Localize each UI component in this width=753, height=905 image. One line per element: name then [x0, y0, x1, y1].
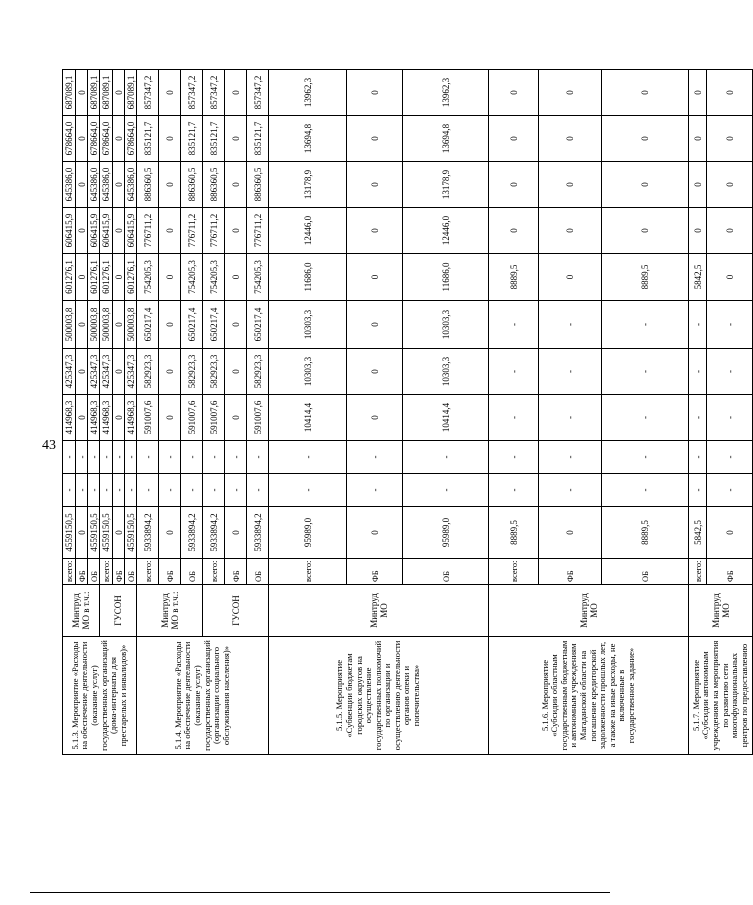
amount-cell: - — [403, 441, 489, 474]
amount-cell: 11686,0 — [269, 254, 347, 301]
amount-cell: 425347,3 — [100, 349, 113, 395]
amount-cell: 0 — [539, 162, 602, 208]
table-row — [63, 25, 76, 755]
funding-source: ФБ — [347, 559, 403, 585]
amount-cell: 8889,5 — [489, 254, 539, 301]
amount-cell: 95989,0 — [403, 507, 489, 559]
amount-cell: - — [137, 474, 159, 507]
funding-source: всего: — [63, 559, 76, 585]
amount-cell: 582923,3 — [203, 349, 225, 395]
funding-source: ОБ — [247, 559, 269, 585]
funding-source: всего: — [689, 559, 707, 585]
responsible-executor: ГУСОН — [203, 585, 269, 637]
amount-cell: 0 — [225, 301, 247, 349]
amount-cell: 0 — [76, 507, 88, 559]
amount-cell: 678664,0 — [88, 116, 100, 162]
page-number: 43 — [42, 438, 56, 453]
measure-name: 5.1.3. Мероприятие «Расходы на обеспечение деятельности (оказание услуг) государственных организаций (дома-интернаты для престарелых и инвалидов)» — [63, 637, 137, 755]
amount-cell: - — [203, 474, 225, 507]
amount-cell: 13178,9 — [269, 162, 347, 208]
amount-cell: 10303,3 — [269, 301, 347, 349]
amount-cell: - — [689, 474, 707, 507]
amount-cell: 0 — [602, 208, 689, 254]
funding-source: всего: — [489, 559, 539, 585]
amount-cell: 606415,9 — [100, 208, 113, 254]
amount-cell: - — [76, 441, 88, 474]
measure-name: 5.1.4. Мероприятие «Расходы на обеспечение деятельности (оказание услуг) государственных организаций (организации социального обслуживания населения)» — [137, 637, 269, 755]
amount-cell: - — [489, 474, 539, 507]
amount-cell: 687089,1 — [88, 70, 100, 116]
amount-cell: 650217,4 — [203, 301, 225, 349]
funding-source: ФБ — [113, 559, 125, 585]
amount-cell: - — [125, 441, 137, 474]
amount-cell: - — [602, 395, 689, 441]
amount-cell: 835121,7 — [203, 116, 225, 162]
amount-cell: 0 — [707, 162, 753, 208]
amount-cell: 857347,2 — [203, 70, 225, 116]
amount-cell: 0 — [489, 208, 539, 254]
bottom-rule — [30, 892, 610, 893]
amount-cell: - — [689, 301, 707, 349]
amount-cell: 0 — [225, 507, 247, 559]
amount-cell: - — [539, 395, 602, 441]
amount-cell: 414968,3 — [63, 395, 76, 441]
amount-cell: 776711,2 — [247, 208, 269, 254]
amount-cell: - — [539, 441, 602, 474]
amount-cell: 591007,6 — [181, 395, 203, 441]
amount-cell: - — [707, 474, 753, 507]
amount-cell: 776711,2 — [181, 208, 203, 254]
rotated-table-wrapper — [62, 25, 749, 755]
amount-cell: 0 — [159, 395, 181, 441]
amount-cell: 0 — [159, 507, 181, 559]
amount-cell: - — [707, 349, 753, 395]
amount-cell: 601276,1 — [100, 254, 113, 301]
amount-cell: 0 — [76, 395, 88, 441]
responsible-executor: Минтруд МО — [489, 585, 689, 637]
amount-cell: 0 — [347, 70, 403, 116]
amount-cell: 0 — [76, 208, 88, 254]
funding-source: ОБ — [181, 559, 203, 585]
amount-cell: - — [689, 441, 707, 474]
amount-cell: 500003,8 — [88, 301, 100, 349]
funding-source: ФБ — [159, 559, 181, 585]
amount-cell: - — [159, 474, 181, 507]
amount-cell: 5933894,2 — [181, 507, 203, 559]
amount-cell: 0 — [347, 254, 403, 301]
amount-cell: 857347,2 — [181, 70, 203, 116]
amount-cell: - — [247, 441, 269, 474]
amount-cell: - — [489, 349, 539, 395]
amount-cell: 0 — [539, 208, 602, 254]
amount-cell: 0 — [347, 301, 403, 349]
amount-cell: 5933894,2 — [247, 507, 269, 559]
amount-cell: 10303,3 — [403, 301, 489, 349]
funding-source: всего: — [203, 559, 225, 585]
amount-cell: 0 — [225, 70, 247, 116]
amount-cell: 601276,1 — [125, 254, 137, 301]
amount-cell: 0 — [347, 208, 403, 254]
amount-cell: 10303,3 — [403, 349, 489, 395]
amount-cell: 754205,3 — [247, 254, 269, 301]
amount-cell: 687089,1 — [100, 70, 113, 116]
amount-cell: 0 — [225, 395, 247, 441]
amount-cell: 0 — [689, 208, 707, 254]
amount-cell: 582923,3 — [137, 349, 159, 395]
amount-cell: 0 — [113, 349, 125, 395]
amount-cell: 0 — [602, 162, 689, 208]
amount-cell: - — [100, 441, 113, 474]
amount-cell: 0 — [347, 507, 403, 559]
amount-cell: 0 — [602, 116, 689, 162]
amount-cell: 500003,8 — [100, 301, 113, 349]
amount-cell: - — [225, 474, 247, 507]
amount-cell: 754205,3 — [203, 254, 225, 301]
amount-cell: - — [689, 395, 707, 441]
responsible-executor: Минтруд МО в т.ч.: — [63, 585, 100, 637]
amount-cell: 10414,4 — [269, 395, 347, 441]
amount-cell: 776711,2 — [137, 208, 159, 254]
amount-cell: 12446,0 — [269, 208, 347, 254]
amount-cell: 0 — [225, 208, 247, 254]
amount-cell: 0 — [159, 116, 181, 162]
amount-cell: 13962,3 — [269, 70, 347, 116]
amount-cell: 0 — [225, 349, 247, 395]
amount-cell: - — [269, 474, 347, 507]
amount-cell: 591007,6 — [203, 395, 225, 441]
amount-cell: 645386,0 — [88, 162, 100, 208]
funding-source: ФБ — [225, 559, 247, 585]
amount-cell: - — [181, 474, 203, 507]
amount-cell: 0 — [159, 70, 181, 116]
amount-cell: 650217,4 — [247, 301, 269, 349]
amount-cell: 601276,1 — [63, 254, 76, 301]
amount-cell: 0 — [113, 254, 125, 301]
amount-cell: - — [113, 441, 125, 474]
responsible-executor: Минтруд МО — [269, 585, 489, 637]
amount-cell: - — [489, 395, 539, 441]
funding-source: ФБ — [539, 559, 602, 585]
amount-cell: - — [602, 474, 689, 507]
amount-cell: 0 — [76, 254, 88, 301]
amount-cell: - — [347, 441, 403, 474]
amount-cell: - — [707, 395, 753, 441]
amount-cell: - — [539, 474, 602, 507]
amount-cell: 11686,0 — [403, 254, 489, 301]
amount-cell: 5842,5 — [689, 254, 707, 301]
amount-cell: 4559150,5 — [88, 507, 100, 559]
amount-cell: 414968,3 — [100, 395, 113, 441]
amount-cell: 776711,2 — [203, 208, 225, 254]
table-row — [489, 25, 539, 755]
amount-cell: 678664,0 — [63, 116, 76, 162]
amount-cell: 0 — [76, 301, 88, 349]
amount-cell: 0 — [707, 208, 753, 254]
amount-cell: 0 — [707, 70, 753, 116]
amount-cell: - — [88, 441, 100, 474]
amount-cell: 0 — [689, 70, 707, 116]
measure-name: 5.1.5. Мероприятие «Субвенции бюджетам городских округов на осуществление государственных полномочий по организации и осуществлению деятельности органов опеки и попечительства» — [269, 637, 489, 755]
amount-cell: 0 — [489, 162, 539, 208]
amount-cell: 0 — [539, 116, 602, 162]
amount-cell: 0 — [347, 116, 403, 162]
amount-cell: 5842,5 — [689, 507, 707, 559]
amount-cell: 0 — [707, 507, 753, 559]
budget-table — [62, 24, 753, 755]
amount-cell: 0 — [689, 116, 707, 162]
amount-cell: 500003,8 — [63, 301, 76, 349]
amount-cell: 95989,0 — [269, 507, 347, 559]
amount-cell: 606415,9 — [125, 208, 137, 254]
amount-cell: 0 — [225, 254, 247, 301]
funding-source: ОБ — [125, 559, 137, 585]
amount-cell: - — [113, 474, 125, 507]
amount-cell: 650217,4 — [137, 301, 159, 349]
amount-cell: - — [100, 474, 113, 507]
amount-cell: 8889,5 — [602, 507, 689, 559]
amount-cell: 0 — [225, 162, 247, 208]
table-row — [689, 25, 707, 755]
amount-cell: 886360,5 — [247, 162, 269, 208]
funding-source: ФБ — [76, 559, 88, 585]
amount-cell: 678664,0 — [100, 116, 113, 162]
amount-cell: 0 — [113, 395, 125, 441]
amount-cell: - — [137, 441, 159, 474]
amount-cell: - — [489, 441, 539, 474]
amount-cell: 582923,3 — [247, 349, 269, 395]
amount-cell: 606415,9 — [63, 208, 76, 254]
amount-cell: 886360,5 — [137, 162, 159, 208]
amount-cell: 0 — [113, 301, 125, 349]
amount-cell: - — [225, 441, 247, 474]
amount-cell: 12446,0 — [403, 208, 489, 254]
amount-cell: 687089,1 — [125, 70, 137, 116]
amount-cell: 650217,4 — [181, 301, 203, 349]
amount-cell: 10303,3 — [269, 349, 347, 395]
amount-cell: - — [602, 349, 689, 395]
amount-cell: 4559150,5 — [63, 507, 76, 559]
amount-cell: 0 — [113, 116, 125, 162]
amount-cell: 687089,1 — [63, 70, 76, 116]
amount-cell: 0 — [159, 162, 181, 208]
amount-cell: - — [159, 441, 181, 474]
amount-cell: 645386,0 — [63, 162, 76, 208]
amount-cell: - — [269, 441, 347, 474]
amount-cell: 0 — [159, 208, 181, 254]
amount-cell: 754205,3 — [181, 254, 203, 301]
amount-cell: 0 — [159, 254, 181, 301]
amount-cell: 13694,8 — [269, 116, 347, 162]
amount-cell: 857347,2 — [247, 70, 269, 116]
amount-cell: 0 — [113, 70, 125, 116]
amount-cell: 0 — [347, 162, 403, 208]
amount-cell: 0 — [76, 162, 88, 208]
amount-cell: 4559150,5 — [100, 507, 113, 559]
measure-name: 5.1.7. Мероприятие «Субсидии автономным учреждениям на мероприятия по развитию сети многофункциональных центров по предоставлению — [689, 637, 753, 755]
amount-cell: 0 — [489, 70, 539, 116]
amount-cell: 0 — [113, 162, 125, 208]
amount-cell: 414968,3 — [125, 395, 137, 441]
amount-cell: 0 — [707, 116, 753, 162]
responsible-executor: Минтруд МО — [689, 585, 753, 637]
amount-cell: - — [181, 441, 203, 474]
amount-cell: 425347,3 — [88, 349, 100, 395]
amount-cell: 0 — [602, 70, 689, 116]
amount-cell: 857347,2 — [137, 70, 159, 116]
amount-cell: 0 — [707, 254, 753, 301]
funding-source: ОБ — [403, 559, 489, 585]
amount-cell: 5933894,2 — [137, 507, 159, 559]
amount-cell: 678664,0 — [125, 116, 137, 162]
amount-cell: 0 — [225, 116, 247, 162]
amount-cell: 0 — [539, 70, 602, 116]
amount-cell: 606415,9 — [88, 208, 100, 254]
amount-cell: - — [125, 474, 137, 507]
funding-source: всего: — [269, 559, 347, 585]
amount-cell: 0 — [489, 116, 539, 162]
amount-cell: 414968,3 — [88, 395, 100, 441]
amount-cell: - — [689, 349, 707, 395]
amount-cell: 886360,5 — [203, 162, 225, 208]
amount-cell: - — [539, 301, 602, 349]
amount-cell: 0 — [159, 301, 181, 349]
amount-cell: 645386,0 — [100, 162, 113, 208]
funding-source: ОБ — [602, 559, 689, 585]
amount-cell: 886360,5 — [181, 162, 203, 208]
amount-cell: - — [247, 474, 269, 507]
amount-cell: 601276,1 — [88, 254, 100, 301]
amount-cell: 582923,3 — [181, 349, 203, 395]
amount-cell: 13694,8 — [403, 116, 489, 162]
funding-source: ФБ — [707, 559, 753, 585]
amount-cell: 0 — [347, 349, 403, 395]
amount-cell: 500003,8 — [125, 301, 137, 349]
amount-cell: 645386,0 — [125, 162, 137, 208]
amount-cell: 0 — [347, 395, 403, 441]
amount-cell: - — [707, 301, 753, 349]
amount-cell: 835121,7 — [181, 116, 203, 162]
amount-cell: 13962,3 — [403, 70, 489, 116]
amount-cell: 8889,5 — [602, 254, 689, 301]
amount-cell: 591007,6 — [137, 395, 159, 441]
amount-cell: 8889,5 — [489, 507, 539, 559]
amount-cell: - — [403, 474, 489, 507]
amount-cell: - — [602, 441, 689, 474]
amount-cell: - — [602, 301, 689, 349]
table-row — [137, 25, 159, 755]
amount-cell: - — [489, 301, 539, 349]
amount-cell: 835121,7 — [137, 116, 159, 162]
amount-cell: 835121,7 — [247, 116, 269, 162]
amount-cell: - — [203, 441, 225, 474]
funding-source: ОБ — [88, 559, 100, 585]
amount-cell: - — [63, 441, 76, 474]
amount-cell: - — [347, 474, 403, 507]
amount-cell: 13178,9 — [403, 162, 489, 208]
amount-cell: 754205,3 — [137, 254, 159, 301]
amount-cell: 0 — [76, 116, 88, 162]
amount-cell: 0 — [539, 507, 602, 559]
amount-cell: 0 — [113, 507, 125, 559]
amount-cell: - — [707, 441, 753, 474]
amount-cell: 425347,3 — [125, 349, 137, 395]
amount-cell: 0 — [113, 208, 125, 254]
amount-cell: 0 — [539, 254, 602, 301]
amount-cell: 0 — [76, 349, 88, 395]
amount-cell: 591007,6 — [247, 395, 269, 441]
responsible-executor: Минтруд МО в т.ч.: — [137, 585, 203, 637]
amount-cell: - — [539, 349, 602, 395]
measure-name: 5.1.6. Мероприятие «Субсидии областным государственным бюджетным и автономным учреждениям Магаданской области на погашение кредиторской задолженности прошлых лет, а также на иные расходы, не включенные в государственное задание» — [489, 637, 689, 755]
funding-source: всего: — [137, 559, 159, 585]
amount-cell: 0 — [159, 349, 181, 395]
amount-cell: 4559150,5 — [125, 507, 137, 559]
amount-cell: - — [88, 474, 100, 507]
amount-cell: 10414,4 — [403, 395, 489, 441]
amount-cell: - — [76, 474, 88, 507]
responsible-executor: ГУСОН — [100, 585, 137, 637]
amount-cell: 425347,3 — [63, 349, 76, 395]
amount-cell: 0 — [76, 70, 88, 116]
amount-cell: - — [63, 474, 76, 507]
amount-cell: 5933894,2 — [203, 507, 225, 559]
table-body — [63, 25, 753, 755]
funding-source: всего: — [100, 559, 113, 585]
table-row — [269, 25, 347, 755]
amount-cell: 0 — [689, 162, 707, 208]
